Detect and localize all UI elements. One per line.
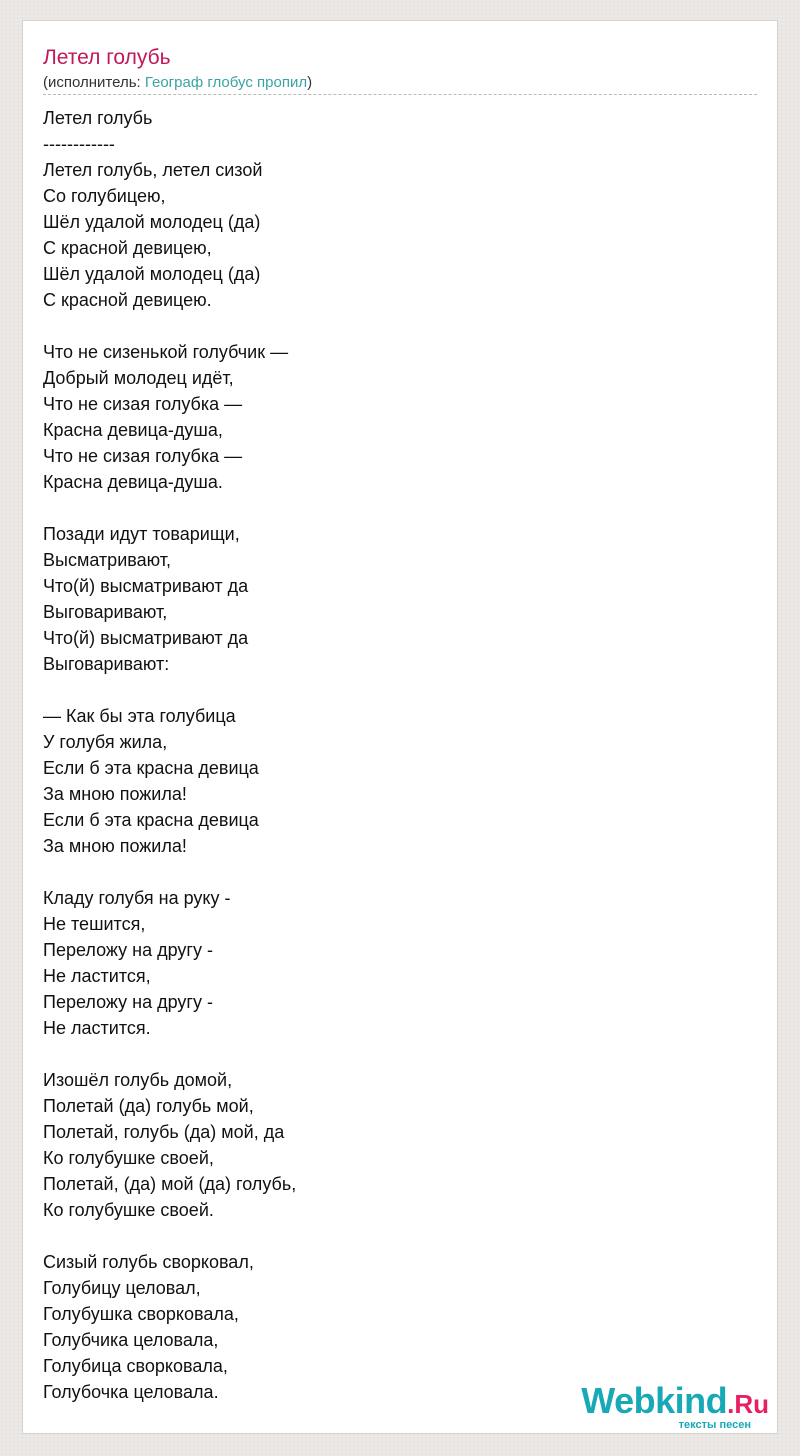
lyric-line: Выговаривают: — [43, 654, 170, 674]
song-title: Летел голубь — [43, 46, 171, 69]
lyric-line: Голубчика целовала, — [43, 1330, 219, 1350]
lyric-line: Что(й) высматривают да — [43, 628, 249, 648]
lyrics-body — [43, 105, 743, 1405]
lyric-line: Выговаривают, — [43, 602, 168, 622]
lyric-line: Что не сизая голубка — — [43, 446, 243, 466]
lyric-line: Голубочка целовала. — [43, 1382, 219, 1402]
stanza-break — [43, 313, 743, 339]
lyric-line: Голубицу целовал, — [43, 1278, 201, 1298]
stanza-break — [43, 677, 743, 703]
lyric-line: ------------ — [43, 134, 115, 154]
lyric-line: С красной девицею. — [43, 290, 212, 310]
lyric-line: Если б эта красна девица — [43, 758, 259, 778]
lyric-line: Ко голубушке своей. — [43, 1200, 214, 1220]
artist-link[interactable]: Географ глобус пропил — [144, 74, 308, 91]
lyric-line: Голубушка сворковала, — [43, 1304, 239, 1324]
lyric-line: Полетай (да) голубь мой, — [43, 1096, 254, 1116]
lyric-line: Летел голубь, летел сизой — [43, 160, 263, 180]
lyric-line: Красна девица-душа. — [43, 472, 223, 492]
lyric-line: Со голубицею, — [43, 186, 166, 206]
lyric-line: Ко голубушке своей, — [43, 1148, 214, 1168]
lyrics-card — [22, 20, 778, 1434]
lyric-line: Что(й) высматривают да — [43, 576, 249, 596]
lyric-line: У голубя жила, — [43, 732, 168, 752]
lyric-line: За мною пожила! — [43, 784, 187, 804]
watermark-tagline: тексты песен — [678, 1419, 751, 1431]
lyric-line: Что не сизая голубка — — [43, 394, 243, 414]
watermark-brand: Webkind — [581, 1380, 728, 1421]
lyric-line: Красна девица-душа, — [43, 420, 223, 440]
artist-prefix: (исполнитель: — [43, 74, 145, 91]
lyric-line: Не ластится. — [43, 1018, 151, 1038]
lyric-line: Что не сизенькой голубчик — — [43, 342, 289, 362]
lyric-line: С красной девицею, — [43, 238, 212, 258]
lyric-line: Не ластится, — [43, 966, 151, 986]
stanza-break — [43, 1223, 743, 1249]
lyric-line: За мною пожила! — [43, 836, 187, 856]
lyric-line: Позади идут товарищи, — [43, 524, 240, 544]
title-divider — [43, 94, 757, 95]
lyric-line: — Как бы эта голубица — [43, 706, 236, 726]
stanza-break — [43, 1041, 743, 1067]
lyric-line: Кладу голубя на руку - — [43, 888, 231, 908]
lyric-line: Шёл удалой молодец (да) — [43, 212, 261, 232]
lyric-line: Высматривают, — [43, 550, 171, 570]
lyric-line: Если б эта красна девица — [43, 810, 259, 830]
lyric-line: Не тешится, — [43, 914, 146, 934]
lyric-line: Полетай, голубь (да) мой, да — [43, 1122, 285, 1142]
lyric-line: Шёл удалой молодец (да) — [43, 264, 261, 284]
site-watermark — [569, 1380, 769, 1431]
artist-line — [43, 73, 312, 93]
lyric-line: Добрый молодец идёт, — [43, 368, 234, 388]
lyric-line: Переложу на другу - — [43, 992, 213, 1012]
lyric-line: Изошёл голубь домой, — [43, 1070, 233, 1090]
lyric-line: Летел голубь — [43, 108, 153, 128]
lyric-line: Переложу на другу - — [43, 940, 213, 960]
stanza-break — [43, 859, 743, 885]
lyric-line: Сизый голубь сворковал, — [43, 1252, 254, 1272]
artist-suffix: ) — [307, 74, 313, 91]
lyric-line: Полетай, (да) мой (да) голубь, — [43, 1174, 297, 1194]
stanza-break — [43, 495, 743, 521]
lyric-line: Голубица сворковала, — [43, 1356, 228, 1376]
watermark-tld: .Ru — [727, 1389, 769, 1419]
